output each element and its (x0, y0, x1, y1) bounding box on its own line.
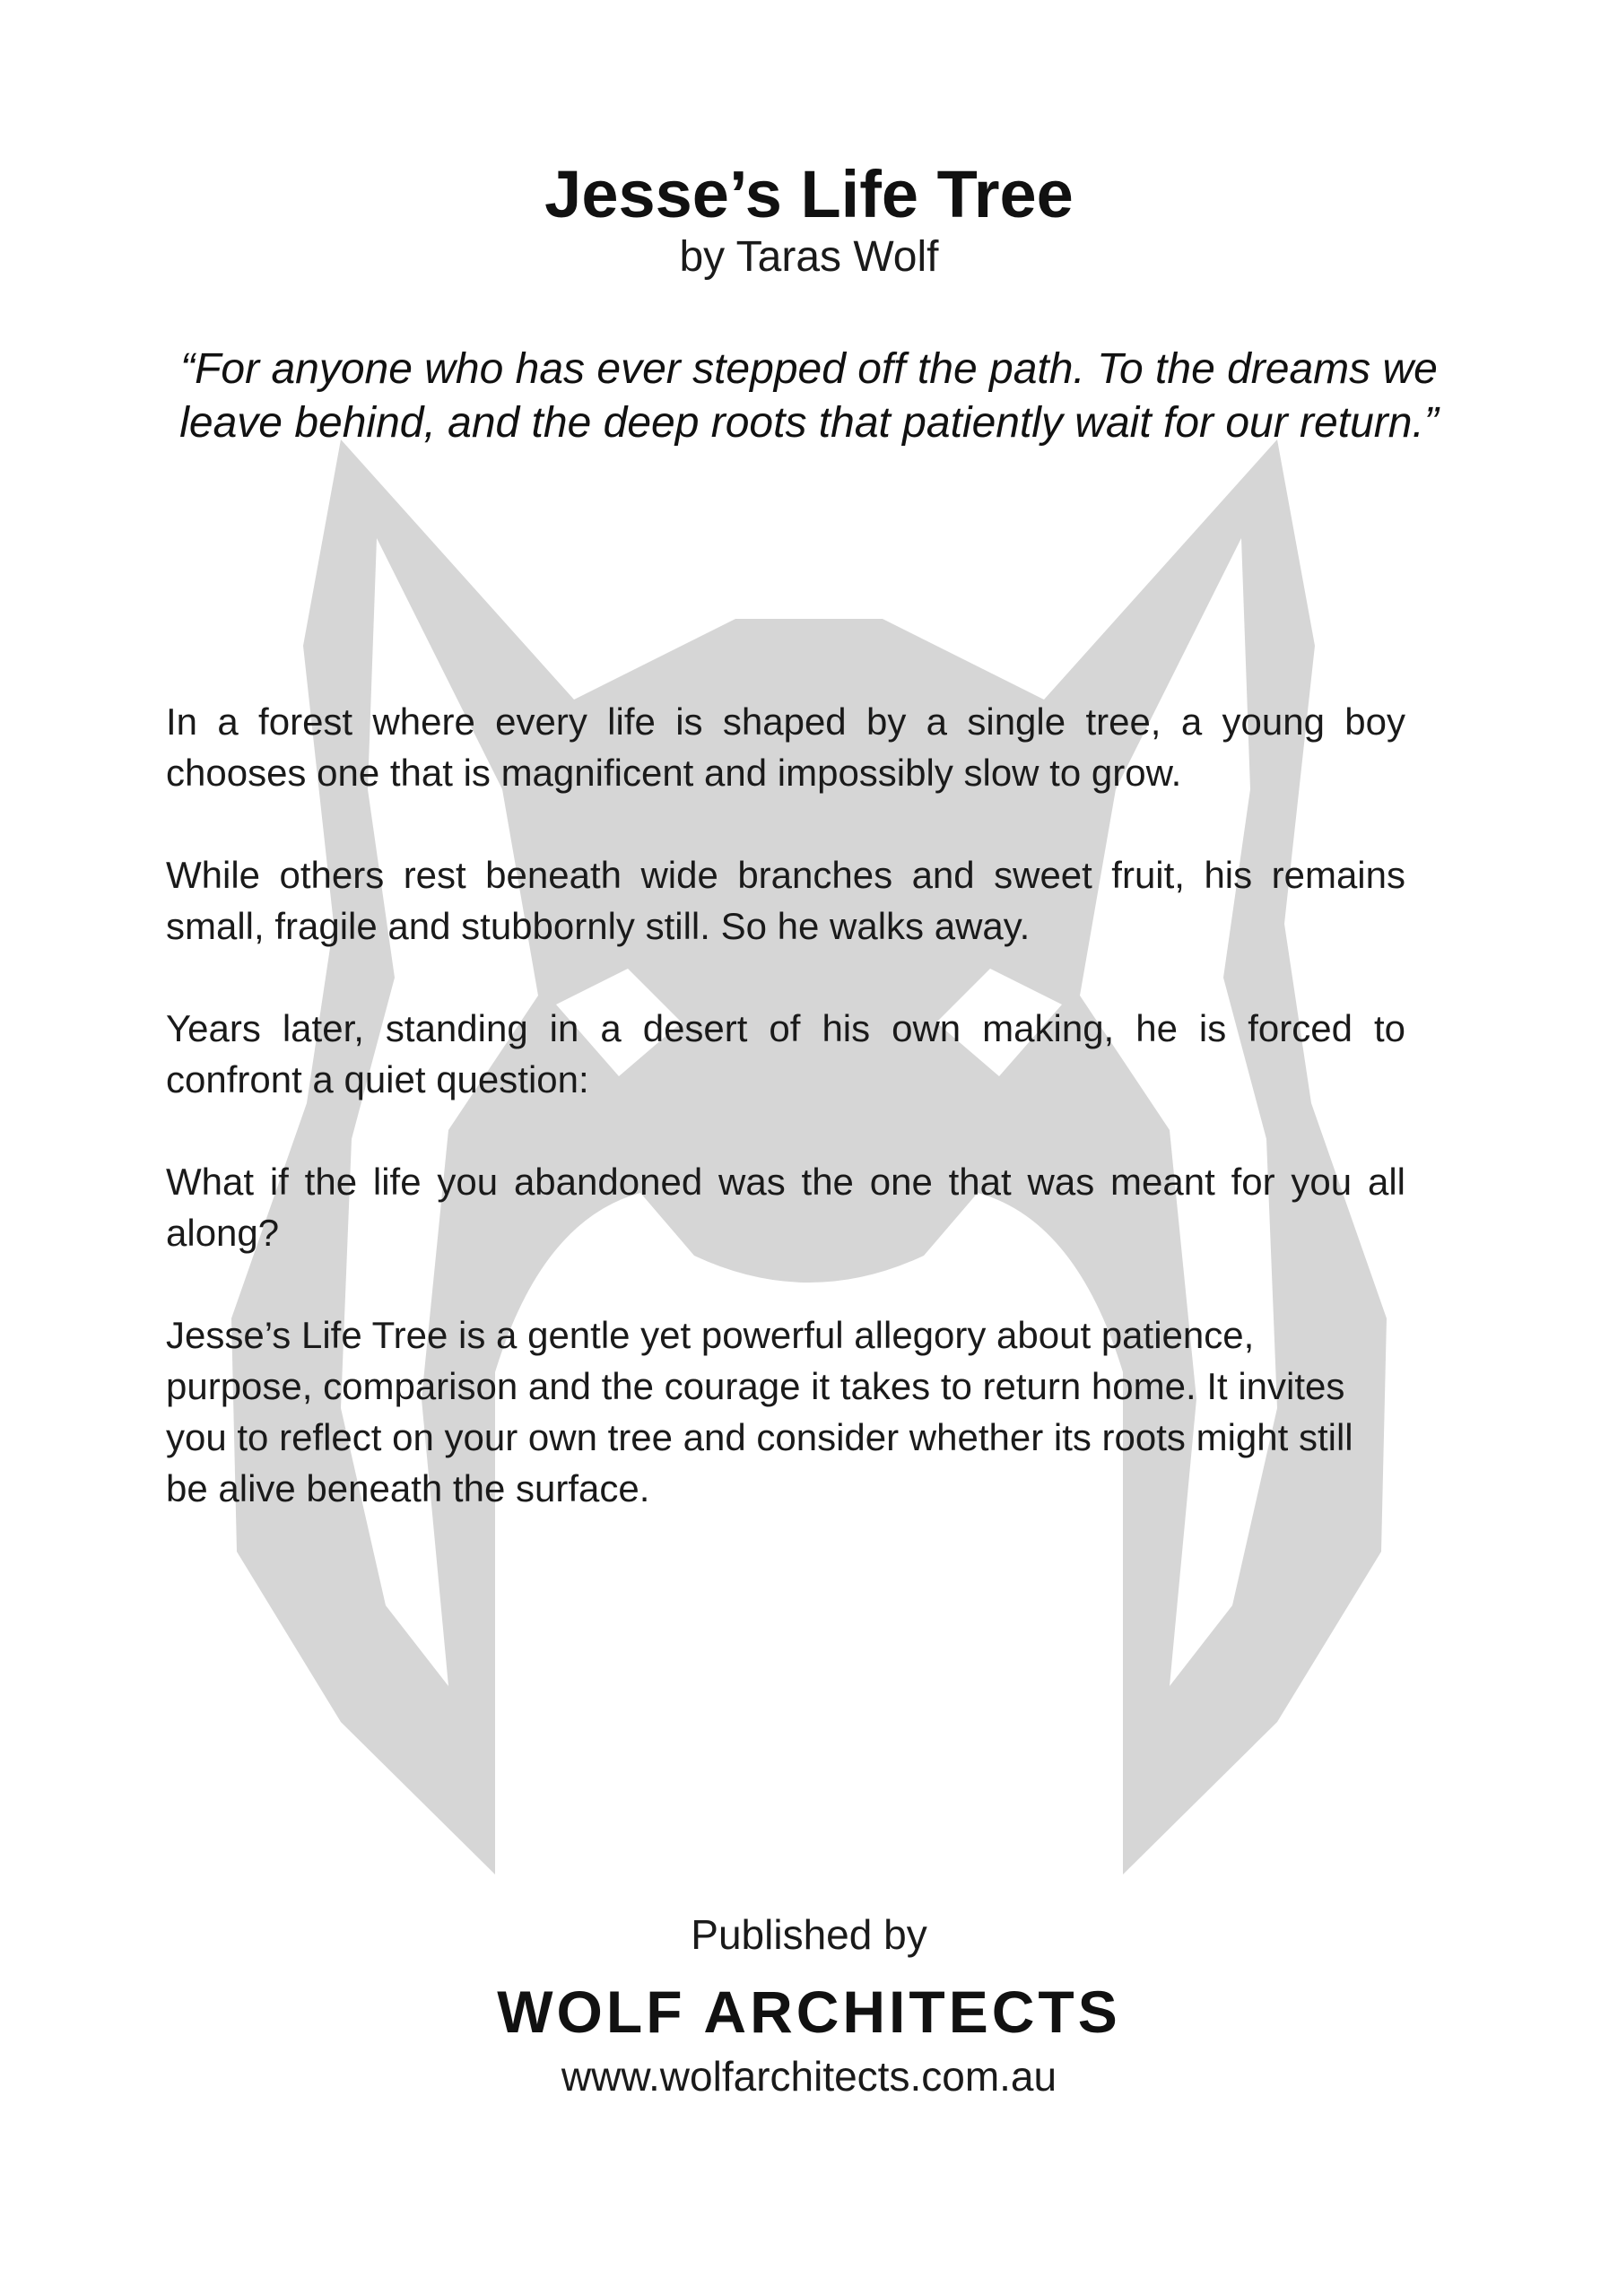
publisher-logo: WOLF ARCHITECTS (497, 1979, 1121, 2045)
blurb-paragraph: Years later, standing in a desert of his own making, he is forced to confront a quiet question: (166, 1007, 1405, 1100)
blurb-paragraph: What if the life you abandoned was the one that was meant for you all along? (166, 1161, 1405, 1254)
publisher-url: www.wolfarchitects.com.au (561, 2053, 1057, 2100)
dedication-quote: “For anyone who has ever stepped off the path. To the dreams we leave behind, and the deep roots that patiently wait for our return.” (179, 345, 1439, 447)
blurb-paragraph: In a forest where every life is shaped by a single tree, a young boy chooses one that is magnificent and impossibly slow to grow. (166, 700, 1405, 794)
blurb-paragraph: Jesse’s Life Tree is a gentle yet powerful allegory about patience, purpose, comparison and the courage it takes to return home. It invites you to reflect on your own tree and consider whether its roots might still be alive beneath the surface. (166, 1314, 1353, 1509)
book-author: by Taras Wolf (679, 233, 939, 281)
book-title: Jesse’s Life Tree (544, 157, 1074, 231)
published-by-label: Published by (691, 1911, 927, 1958)
publisher-block (0, 1911, 1618, 2100)
blurb-paragraph: While others rest beneath wide branches and sweet fruit, his remains small, fragile and stubbornly still. So he walks away. (166, 854, 1405, 947)
blurb (166, 696, 1405, 1565)
